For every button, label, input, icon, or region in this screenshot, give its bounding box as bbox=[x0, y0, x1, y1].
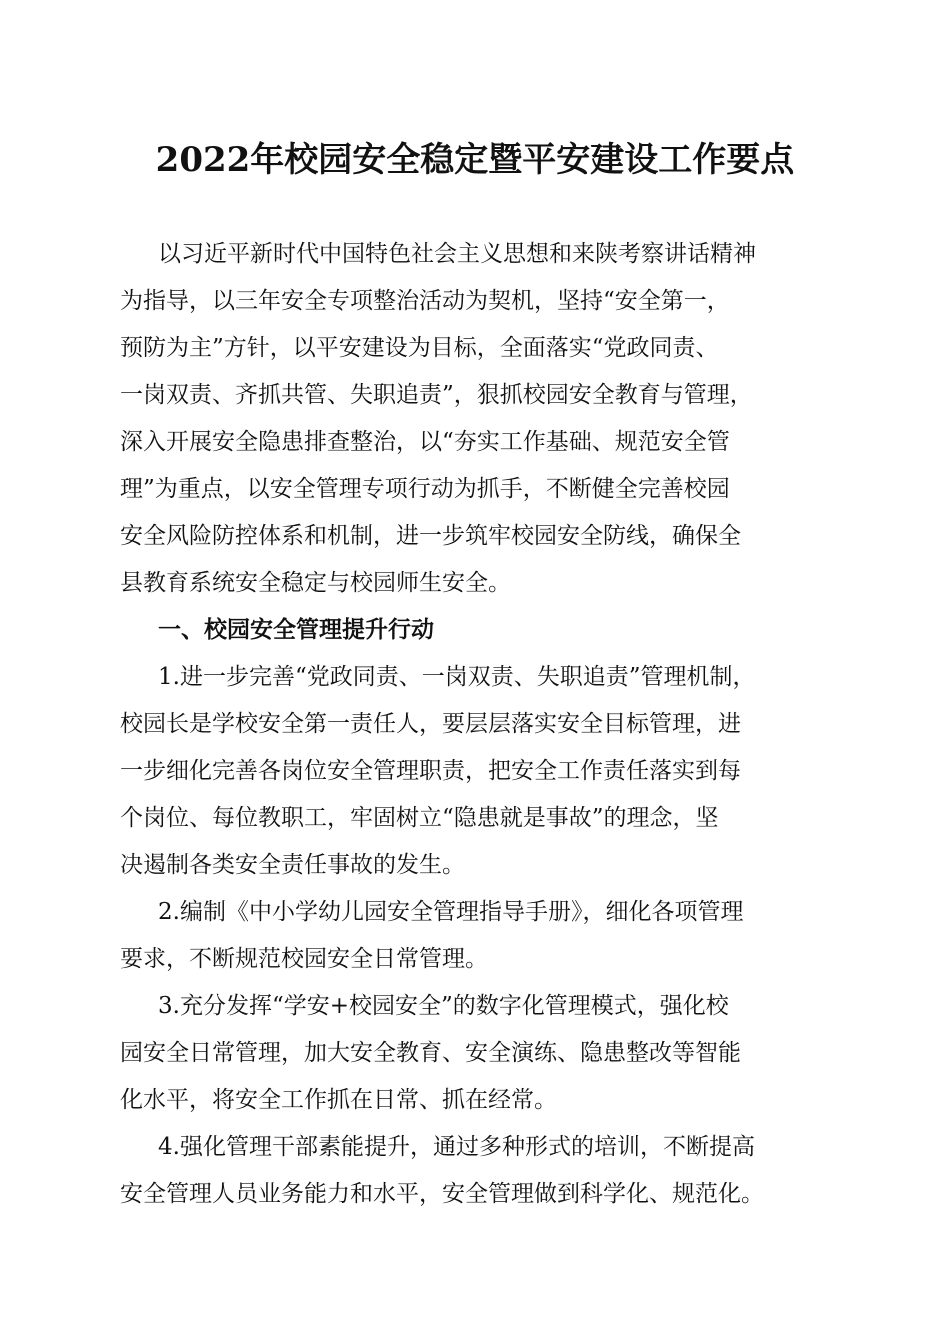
item-line: 园安全日常管理，加大安全教育、安全演练、隐患整改等智能 bbox=[120, 1040, 741, 1066]
item-line: 1.进一步完善“党政同责、一岗双责、失职追责”管理机制， bbox=[158, 664, 756, 690]
item-line: 个岗位、每位教职工，牢固树立“隐患就是事故”的理念，坚 bbox=[120, 805, 719, 831]
intro-line: 预防为主”方针，以平安建设为目标，全面落实“党政同责、 bbox=[120, 335, 719, 361]
intro-line: 以习近平新时代中国特色社会主义思想和来陕考察讲话精神 bbox=[158, 241, 756, 267]
intro-line: 深入开展安全隐患排查整治，以“夯实工作基础、规范安全管 bbox=[120, 429, 730, 455]
intro-line: 为指导，以三年安全专项整治活动为契机，坚持“安全第一， bbox=[120, 288, 730, 314]
item-line: 4.强化管理干部素能提升，通过多种形式的培训，不断提高 bbox=[158, 1134, 755, 1160]
intro-line: 安全风险防控体系和机制，进一步筑牢校园安全防线，确保全 bbox=[120, 523, 741, 549]
item-line: 要求，不断规范校园安全日常管理。 bbox=[120, 946, 488, 972]
item-line: 决遏制各类安全责任事故的发生。 bbox=[120, 852, 465, 878]
item-line: 一步细化完善各岗位安全管理职责，把安全工作责任落实到每 bbox=[120, 758, 741, 784]
item-line: 化水平，将安全工作抓在日常、抓在经常。 bbox=[120, 1087, 557, 1113]
document-title: 2022年校园安全稳定暨平安建设工作要点 bbox=[155, 140, 795, 180]
intro-line: 理”为重点，以安全管理专项行动为抓手，不断健全完善校园 bbox=[120, 476, 730, 502]
intro-line: 一岗双责、齐抓共管、失职追责”，狠抓校园安全教育与管理， bbox=[120, 382, 753, 408]
item-line: 安全管理人员业务能力和水平，安全管理做到科学化、规范化。 bbox=[120, 1181, 764, 1207]
item-line: 3.充分发挥“学安+校园安全”的数字化管理模式，强化校 bbox=[158, 993, 729, 1019]
intro-line: 县教育系统安全稳定与校园师生安全。 bbox=[120, 570, 511, 596]
item-line: 2.编制《中小学幼儿园安全管理指导手册》，细化各项管理 bbox=[158, 899, 744, 925]
section-heading: 一、校园安全管理提升行动 bbox=[158, 617, 434, 643]
item-line: 校园长是学校安全第一责任人，要层层落实安全目标管理，进 bbox=[120, 711, 741, 737]
